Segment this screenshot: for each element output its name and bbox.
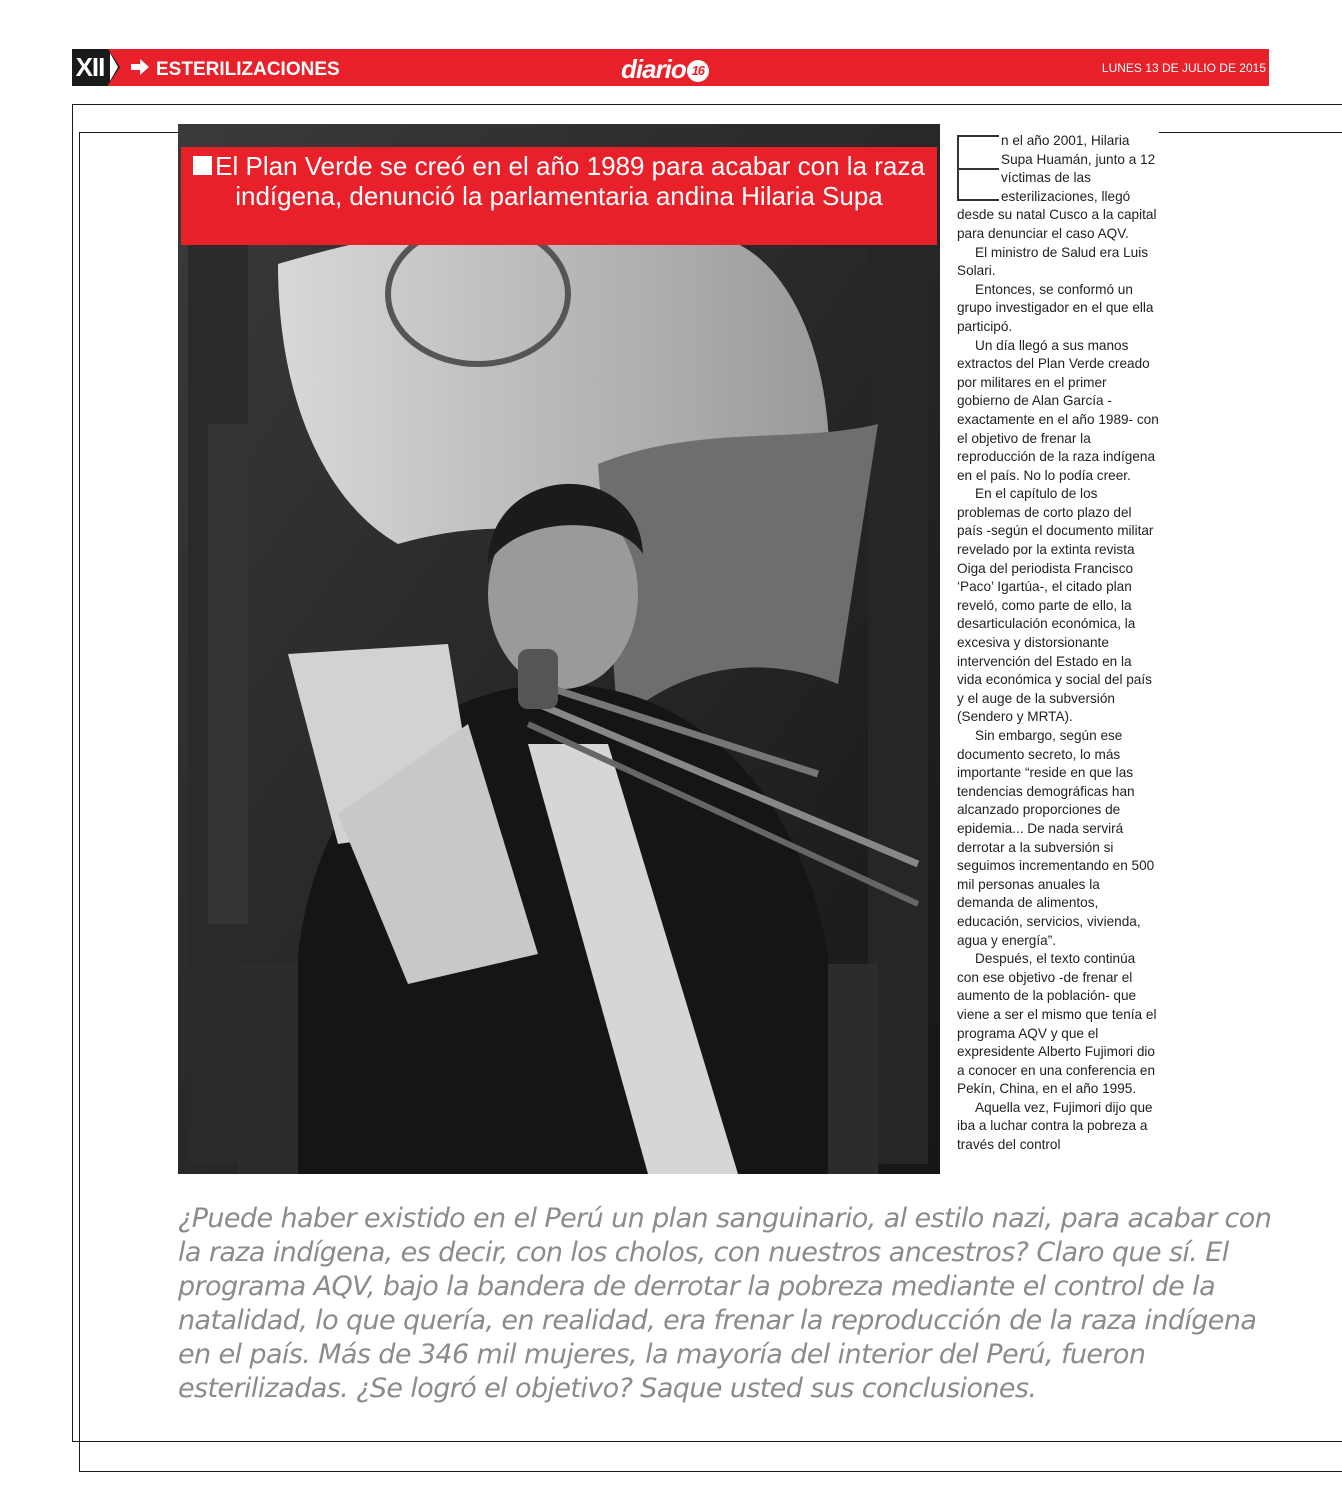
- article-paragraph: Sin embargo, según ese documento secreto, lo más importante “reside en que las tendencias demográficas han alcanzado proporciones de epidemia... De nada servirá derrotar a la subversión si seguimos incrementando en 500 mil personas anuales la demanda de alimentos, educación, servicios, vivienda, agua y energía”.: [957, 728, 1155, 948]
- headline-text: El Plan Verde se creó en el año 1989 para acabar con la raza indígena, denunció la parlamentaria andina Hilaria Supa: [215, 151, 925, 211]
- article-paragraph: El ministro de Salud era Luis Solari.: [957, 244, 1149, 279]
- section-title: ESTERILIZACIONES: [156, 59, 340, 80]
- logo-text: diario: [621, 54, 686, 84]
- square-bullet-icon: [193, 156, 212, 175]
- article-paragraph: n el año 2001, Hilaria Supa Huamán, junto a 12 víctimas de las esterilizaciones, llegó desde su natal Cusco a la capital para denunciar el caso AQV.: [957, 133, 1157, 241]
- frame-top-outer: [72, 104, 1342, 105]
- article-paragraph: Un día llegó a sus manos extractos del Plan Verde creado por militares en el primer gobierno de Alan García -exactamente en el año 1989- con el objetivo de frenar la reproducción de la raza indígena en el país. No lo podía creer.: [957, 337, 1159, 483]
- frame-left-outer: [72, 104, 73, 1442]
- dropcap-letter: [957, 135, 997, 203]
- arrow-right-icon: [129, 56, 151, 78]
- article-paragraph: Después, el texto continúa con ese objetivo -de frenar el aumento de la población- que viene a ser el mismo que tenía el programa AQV y que el expresidente Alberto Fujimori dio a conocer en una conferencia en Pekín, China, en el año 1995.: [957, 951, 1157, 1097]
- issue-date: LUNES 13 DE JULIO DE 2015: [1101, 61, 1266, 75]
- photo-illustration: [178, 124, 940, 1174]
- news-photo: [178, 124, 940, 1174]
- article-paragraph: Aquella vez, Fujimori dijo que iba a luchar contra la pobreza a través del control: [957, 1099, 1153, 1153]
- frame-left-inner: [79, 132, 80, 1472]
- frame-top-inner-right: [1159, 132, 1342, 133]
- logo-badge: 16: [687, 60, 709, 82]
- photo-headline: [181, 147, 937, 245]
- article-column: [957, 132, 1159, 1155]
- page-number: XII: [72, 49, 108, 86]
- page-header: [72, 49, 1269, 86]
- newspaper-logo[interactable]: [621, 49, 709, 89]
- chevron-inner-icon: [110, 53, 118, 81]
- frame-bottom-inner: [79, 1471, 1342, 1472]
- article-paragraph: Entonces, se conformó un grupo investigador en el que ella participó.: [957, 281, 1154, 334]
- frame-top-inner: [79, 132, 178, 133]
- frame-bottom-outer: [72, 1441, 1342, 1442]
- pull-quote: ¿Puede haber existido en el Perú un plan sanguinario, al estilo nazi, para acabar con la raza indígena, es decir, con los cholos, con nuestros ancestros? Claro que sí. El programa AQV, bajo la bandera de derrotar la pobreza mediante el control de la natalidad, lo que quería, en realidad, era frenar la reproducción de la raza indígena en el país. Más de 346 mil mujeres, la mayoría del interior del Perú, fueron esterilizadas. ¿Se logró el objetivo? Saque usted sus conclusiones.: [178, 1203, 1272, 1404]
- article-paragraph: En el capítulo de los problemas de corto plazo del país -según el documento militar revelado por la extinta revista Oiga del periodista Francisco ‘Paco’ Igartúa-, el citado plan reveló, como parte de ello, la desarticulación económica, la excesiva y distorsionante intervención del Estado en la vida económica y social del país y el auge de la subversión (Sendero y MRTA).: [957, 486, 1154, 725]
